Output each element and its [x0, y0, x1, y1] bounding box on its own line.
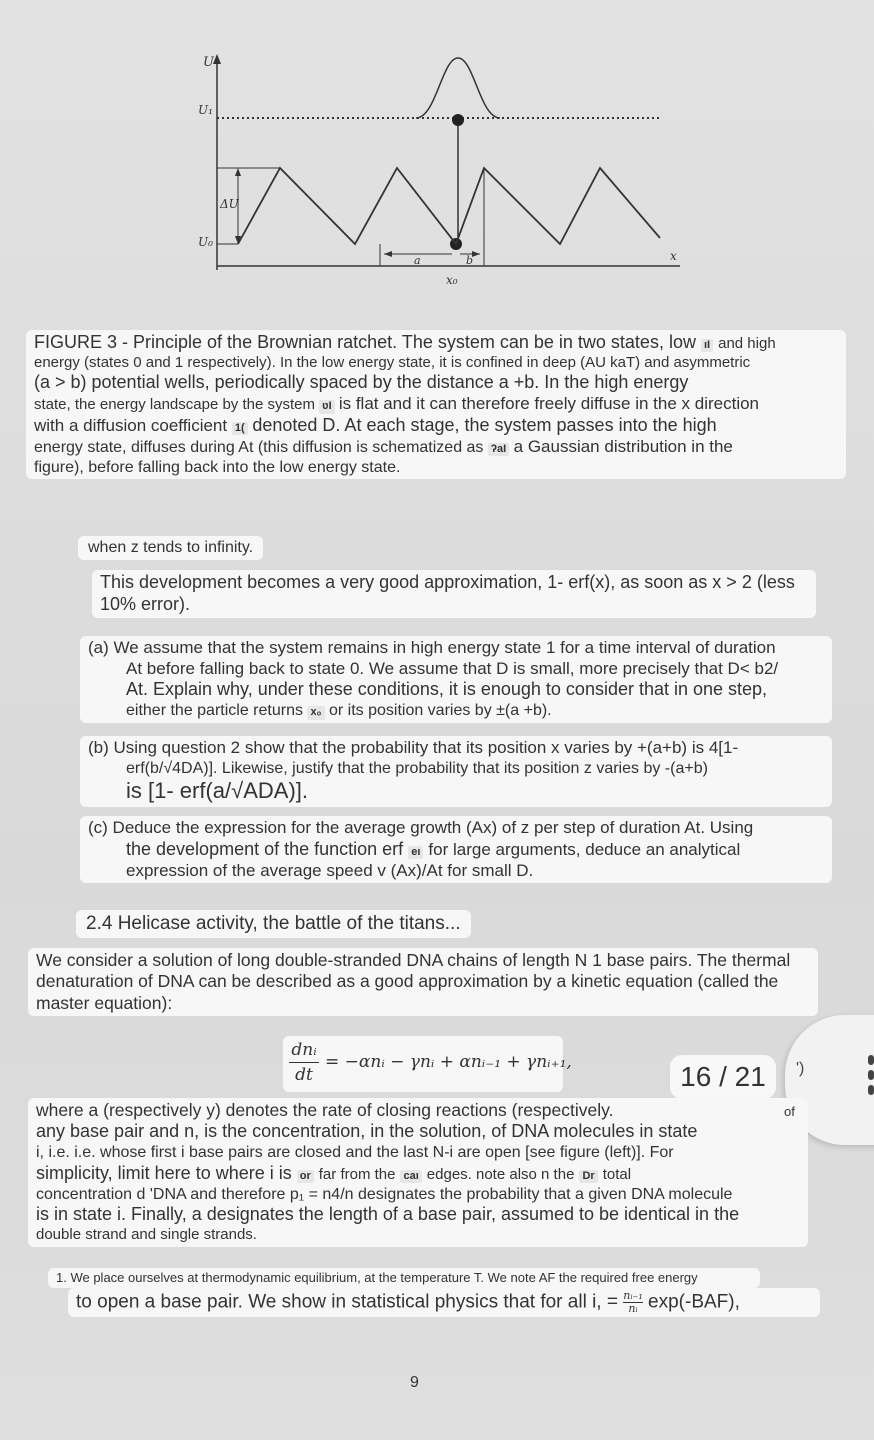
ocr-fragment: eı	[408, 846, 423, 859]
u1-label: U₁	[198, 103, 213, 117]
particle-high	[452, 114, 464, 126]
b-label: b	[466, 254, 474, 267]
footnote-line-2: to open a base pair. We show in statistical physics that for all i, = $\frac{\text{nᵢ₋₁}}{\text{nᵢ}}$ exp(-BAF),	[68, 1288, 820, 1317]
paragraph-definitions: where a (respectively y) denotes the rate of closing reactions (respectively. any base pair and n, is the concentration, in the solution, of DNA molecules in state i, i.e. i.e. whose first i base pairs are closed and the last N-i are open [see figure (left)]. For simplicity, limit here to where i is or far from the caı edges. note also n the Dr total concentration d 'DNA and therefore p₁ = n4/n designates the probability that a given DNA molecule is in state i. Finally, a designates the length of a base pair, assumed to be identical in the double strand and single strands.	[28, 1098, 808, 1247]
ocr-fragment: x₀	[307, 706, 324, 719]
ocr-fragment: ʔaI	[488, 443, 509, 456]
delta-u-label: ΔU	[220, 197, 239, 211]
more-options-icon[interactable]	[868, 1055, 874, 1100]
text-infinity: when z tends to infinity.	[78, 536, 263, 560]
page-counter-badge: 16 / 21	[670, 1055, 776, 1099]
ocr-fragment: ʋI	[319, 400, 334, 413]
question-a: (a) We assume that the system remains in high energy state 1 for a time interval of duration At before falling back to state 0. We assume that D is small, more precisely that D< b2/ At. Explain why, under these conditions, it is enough to consider that in one step, either the particle returns x₀ or its position varies by ±(a +b).	[80, 636, 832, 723]
ratio-fraction: $\frac{\text{nᵢ₋₁}}{\text{nᵢ}}$	[623, 1289, 643, 1316]
question-c: (c) Deduce the expression for the average growth (Ax) of z per step of duration At. Using the development of the function erf eı for large arguments, deduce an analytical expression of the average speed v (Ax)/At for small D.	[80, 816, 832, 883]
derivative-fraction: dnᵢ dt	[289, 1040, 319, 1085]
master-equation	[283, 1036, 572, 1092]
y-axis-arrow	[213, 54, 221, 64]
page-number: 9	[410, 1374, 419, 1391]
ocr-fragment: ıI	[701, 339, 713, 352]
a-label: a	[414, 254, 421, 267]
text-approximation: This development becomes a very good approximation, 1- erf(x), as soon as x > 2 (less 10% error).	[92, 570, 816, 618]
ocr-fragment-of: of	[776, 1102, 803, 1121]
y-axis-label: U	[203, 55, 214, 70]
ocr-fragment: caı	[400, 1170, 421, 1183]
figure-caption: FIGURE 3 - Principle of the Brownian ratchet. The system can be in two states, low ıI and high energy (states 0 and 1 respectively). In the low energy state, it is confined in deep (AU kaT) and asymmetric (a > b) potential wells, periodically spaced by the distance a +b. In the high energy state, the energy landscape by the system ʋI is flat and it can therefore freely diffuse in the x direction with a diffusion coefficient 1( denoted D. At each stage, the system passes into the high energy state, diffuses during At (this diffusion is schematized as ʔaI a Gaussian distribution in the figure), before falling back into the low energy state.	[26, 330, 846, 479]
gaussian-curve	[416, 58, 500, 118]
footnote-line-1: 1. We place ourselves at thermodynamic equilibrium, at the temperature T. We note AF the required free energy	[48, 1268, 760, 1288]
ocr-fragment-paren: ')	[796, 1060, 805, 1077]
question-b: (b) Using question 2 show that the probability that its position x varies by +(a+b) is 4[1- erf(b/√4DA)]. Likewise, justify that the probability that its position z varies by -(a+b) is [1- erf(a/√ADA)].	[80, 736, 832, 807]
paragraph-master-equation: We consider a solution of long double-stranded DNA chains of length N 1 base pairs. The thermal denaturation of DNA can be described as a good approximation by a kinetic equation (called the master equation):	[28, 948, 818, 1016]
x-axis-label: x	[670, 249, 677, 263]
ocr-fragment: or	[297, 1170, 314, 1183]
equation-rhs: = −αnᵢ − γnᵢ + αnᵢ₋₁ + γnᵢ₊₁,	[325, 1052, 572, 1072]
x0-label: x₀	[446, 273, 458, 287]
brownian-ratchet-figure	[180, 48, 700, 298]
ocr-fragment: Dr	[579, 1170, 597, 1183]
section-heading: 2.4 Helicase activity, the battle of the titans...	[76, 910, 471, 938]
u0-label: U₀	[198, 235, 213, 249]
sawtooth-potential	[238, 168, 660, 244]
ocr-fragment: 1(	[232, 422, 248, 435]
